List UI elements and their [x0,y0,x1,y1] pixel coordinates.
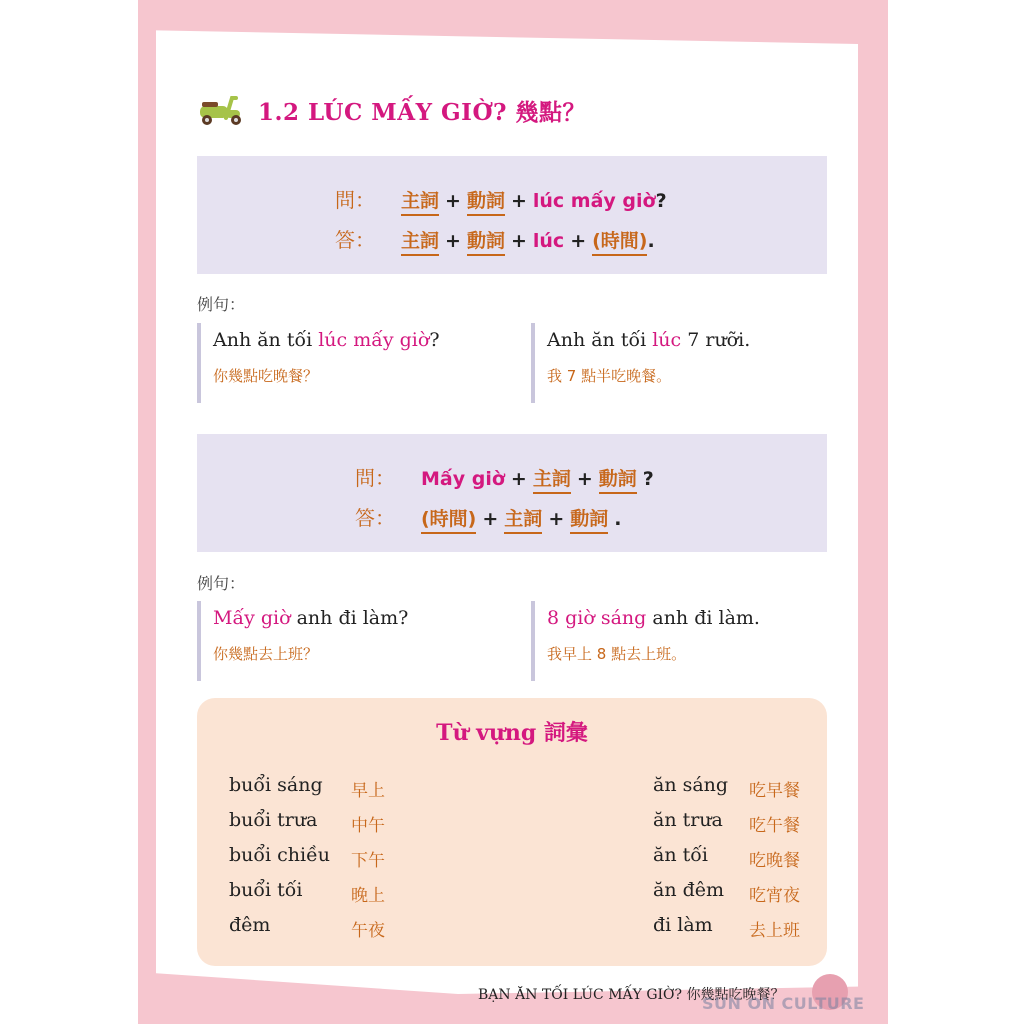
verb-token: 動詞 [570,504,608,534]
vocab-chinese: 下午 [351,851,385,871]
vocab-vietnamese: ăn đêm [653,879,725,901]
formula-question-row [355,462,654,494]
subject-token: 主詞 [401,226,439,256]
example-chinese: 我 7 點半吃晚餐。 [547,367,672,385]
plus-sign: + [445,190,461,212]
vocabulary-title: Từ vựng 詞彙 [436,720,588,746]
plus-sign: + [510,190,527,212]
example-highlight: lúc [652,329,682,351]
section-title: 1.2 LÚC MẤY GIỜ? 幾點？ [258,98,586,126]
example-text: Anh ăn tối [213,329,319,351]
vocab-vietnamese: đêm [229,914,271,936]
example-text: Anh ăn tối [547,329,653,351]
period-mark: . [647,230,655,252]
vocab-chinese: 午夜 [351,921,385,941]
question-phrase: Mấy giờ [421,468,505,490]
vocab-chinese: 去上班 [749,921,800,941]
verb-token: 動詞 [467,226,505,256]
vocab-chinese: 吃宵夜 [749,886,800,906]
vocab-vietnamese: buổi trưa [229,809,318,831]
plus-sign: + [510,468,527,490]
answer-label: 答： [335,228,375,252]
section-heading [196,92,586,128]
formula-answer-row [335,224,655,256]
vocab-vietnamese: buổi tối [229,879,303,901]
example-question-1 [197,323,487,403]
vocab-vietnamese: ăn sáng [653,774,729,796]
vocabulary-box [197,698,827,966]
time-token: (時間) [592,226,647,256]
example-highlight: lúc mấy giờ [318,329,430,351]
watermark: SUN ON CULTURE [702,994,865,1013]
verb-token: 動詞 [599,464,637,494]
example-text: ? [429,329,440,351]
example-chinese: 你幾點去上班？ [213,645,319,663]
answer-label: 答： [355,506,395,530]
example-vietnamese [213,329,487,351]
verb-token: 動詞 [467,186,505,216]
plus-sign: + [510,230,527,252]
subject-token: 主詞 [401,186,439,216]
example-vietnamese [547,607,821,629]
vocab-chinese: 吃午餐 [749,816,800,836]
example-answer-2 [531,601,821,681]
vocab-vietnamese: đi làm [653,914,713,936]
plus-sign: + [482,508,499,530]
example-text: 7 rưỡi. [681,329,751,351]
question-mark: ? [642,468,654,490]
scooter-icon [196,92,246,128]
example-label: 例句： [197,295,246,314]
plus-sign: + [570,230,587,252]
running-footer: BẠN ĂN TỐI LÚC MẤY GIỜ? 你幾點吃晚餐？ [478,987,785,1003]
example-vietnamese [547,329,821,351]
question-phrase: lúc mấy giờ [532,190,656,212]
formula-answer-row [355,502,621,534]
example-highlight: 8 giờ sáng [547,607,647,629]
example-highlight: Mấy giờ [213,607,291,629]
subject-token: 主詞 [504,504,542,534]
period-mark: . [614,508,622,530]
question-label: 問： [355,466,395,490]
question-mark: ? [655,190,667,212]
example-question-2 [197,601,487,681]
example-answer-1 [531,323,821,403]
formula-box-1 [197,156,827,274]
formula-box-2 [197,434,827,552]
vocab-vietnamese: buổi chiều [229,844,331,866]
example-vietnamese [213,607,487,629]
vocab-chinese: 早上 [351,781,385,801]
vocab-chinese: 吃晚餐 [749,851,800,871]
vocab-vietnamese: ăn trưa [653,809,723,831]
vocab-chinese: 中午 [351,816,385,836]
vocab-vietnamese: ăn tối [653,844,708,866]
vocab-chinese: 吃早餐 [749,781,800,801]
plus-sign: + [445,230,461,252]
vocab-chinese: 晚上 [351,886,385,906]
example-chinese: 我早上 8 點去上班。 [547,645,687,663]
question-label: 問： [335,188,375,212]
page-border-left [138,0,156,1024]
example-label: 例句： [197,574,246,593]
plus-sign: + [576,468,593,490]
formula-question-row [335,184,667,216]
example-text: anh đi làm? [290,607,409,629]
page-border-right [858,0,888,1024]
time-token: (時間) [421,504,476,534]
vocab-vietnamese: buổi sáng [229,774,323,796]
example-text: anh đi làm. [646,607,760,629]
page-border-top [138,0,888,58]
answer-phrase: lúc [532,230,565,252]
example-chinese: 你幾點吃晚餐？ [213,367,319,385]
subject-token: 主詞 [533,464,571,494]
plus-sign: + [548,508,565,530]
